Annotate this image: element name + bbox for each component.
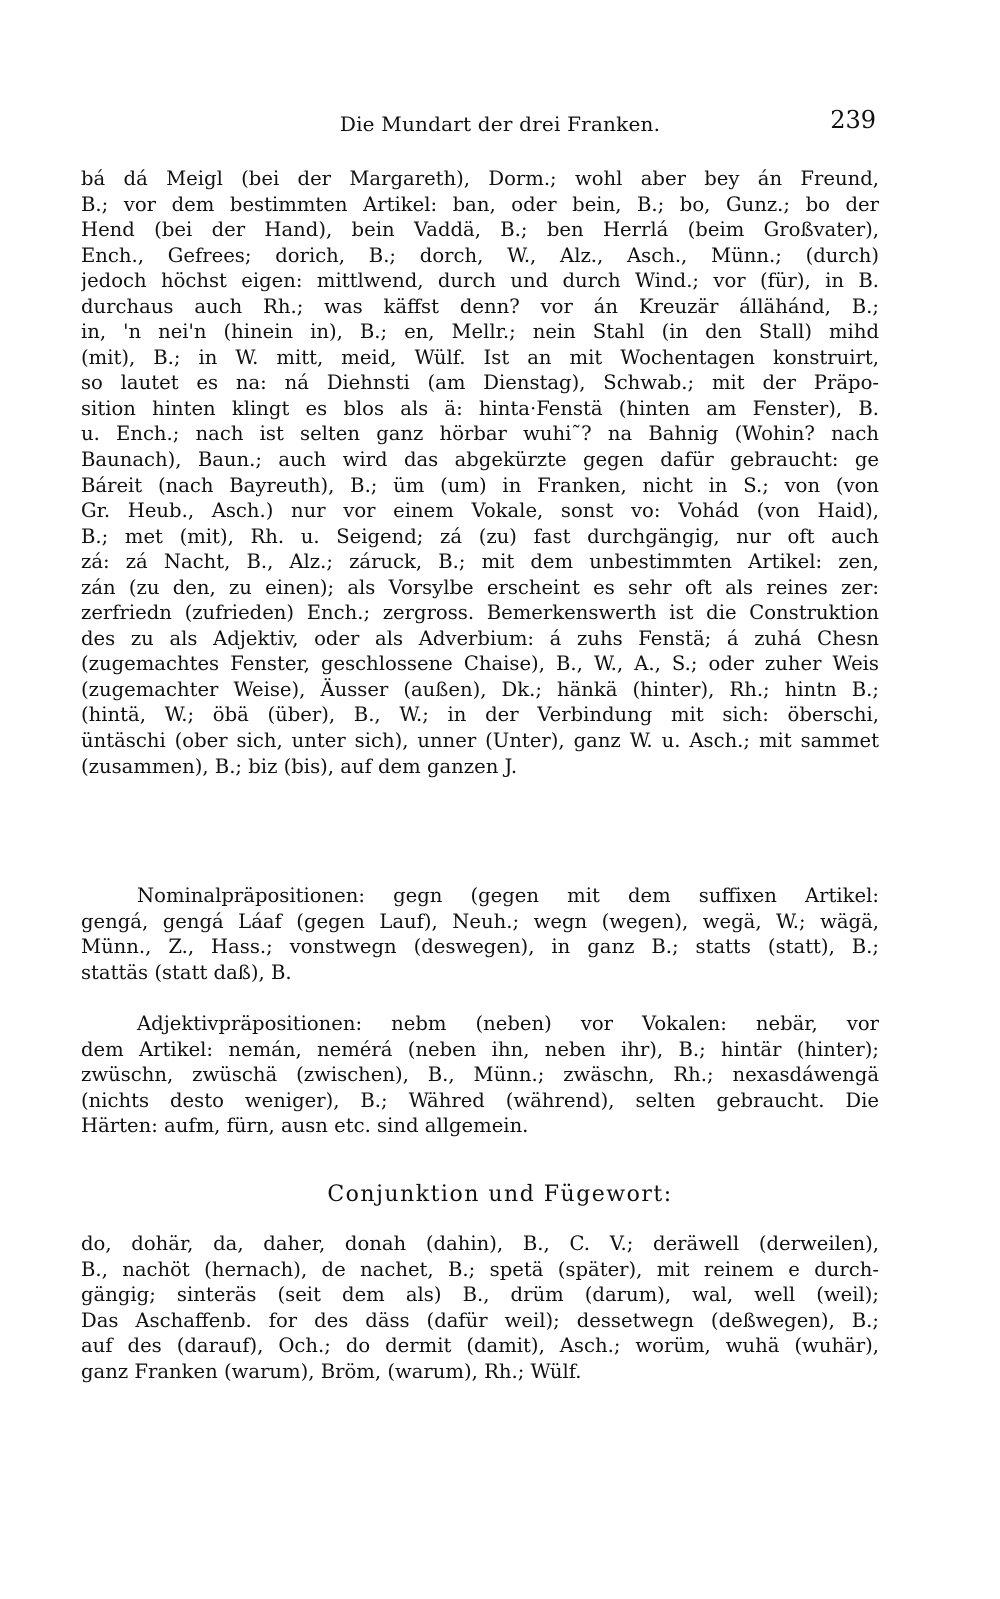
page-number: 239 [830,106,876,134]
text-line: auf des (darauf), Och.; do dermit (damit), Asch.; worüm, wuhä (wuhär), [81,1334,879,1358]
paragraph-conjunctions [81,1231,879,1384]
text-line: (zugemachtes Fenster, geschlossene Chaise), B., W., A., S.; oder zuher Weis [81,652,879,676]
text-line: üntäschi (ober sich, unter sich), unner (Unter), ganz W. u. Asch.; mit sammet [81,729,879,753]
paragraph-nominal-prepositions [81,883,879,985]
text-line: durchaus auch Rh.; was käffst denn? vor án Kreuzär állähánd, B.; [81,294,879,318]
text-line: Das Aschaffenb. for des däss (dafür weil); dessetwegn (deßwegen), B.; [81,1308,879,1332]
text-line: Báreit (nach Bayreuth), B.; üm (um) in Franken, nicht in S.; von (von [81,473,879,497]
text-line: do, dohär, da, daher, donah (dahin), B., C. V.; deräwell (derweilen), [81,1232,879,1255]
text-line: zwüschn, zwüschä (zwischen), B., Münn.; zwäschn, Rh.; nexasdáwengä [81,1063,879,1087]
text-line: (zugemachter Weise), Äusser (außen), Dk.; hänkä (hinter), Rh.; hintn B.; [81,677,879,701]
text-line: (mit), B.; in W. mitt, meid, Wülf. Ist an mit Wochentagen konstruirt, [81,345,879,369]
section-heading: Conjunktion und Fügewort: [327,1182,673,1207]
text-line: gängig; sinteräs (seit dem als) B., drüm (darum), wal, well (weil); [81,1283,879,1307]
text-line: dem Artikel: nemán, nemérá (neben ihn, neben ihr), B.; hintär (hinter); [81,1037,879,1061]
text-line: gengá, gengá Láaf (gegen Lauf), Neuh.; wegn (wegen), wegä, W.; wägä, [81,909,879,933]
text-line: sition hinten klingt es blos als ä: hinta·Fenstä (hinten am Fenster), B. [81,396,879,420]
text-line: (hintä, W.; öbä (über), B., W.; in der Verbindung mit sich: öberschi, [81,703,879,727]
text-line: so lautet es na: ná Diehnsti (am Dienstag), Schwab.; mit der Präpo- [81,371,879,395]
text-line: zá: zá Nacht, B., Alz.; záruck, B.; mit dem unbestimmten Artikel: zen, [81,550,879,574]
text-line: Hend (bei der Hand), bein Vaddä, B.; ben Herrlá (beim Großvater), [81,218,879,242]
paragraph-prepositions [81,166,879,779]
text-line: B.; met (mit), Rh. u. Seigend; zá (zu) fast durchgängig, nur oft auch [81,524,879,548]
text-line: jedoch höchst eigen: mittlwend, durch und durch Wind.; vor (für), in B. [81,269,879,293]
text-line: Baunach), Baun.; auch wird das abgekürzte gegen dafür gebraucht: ge [81,448,879,472]
text-line: Härten: aufm, fürn, ausn etc. sind allgemein. [81,1114,529,1138]
text-line: Gr. Heub., Asch.) nur vor einem Vokale, sonst vo: Vohád (von Haid), [81,499,879,523]
paragraph-adjective-prepositions [81,1011,879,1139]
text-line: Münn., Z., Hass.; vonstwegn (deswegen), in ganz B.; statts (statt), B.; [81,935,879,959]
text-line: stattäs (statt daß), B. [81,960,292,984]
text-line: in, 'n nei'n (hinein in), B.; en, Mellr.; nein Stahl (in den Stall) mihd [81,320,879,344]
text-line: zerfriedn (zufrieden) Ench.; zergross. Bemerkenswerth ist die Construktion [81,601,879,625]
text-line: B., nachöt (hernach), de nachet, B.; spetä (später), mit reinem e durch- [81,1257,879,1281]
text-line: B.; vor dem bestimmten Artikel: ban, oder bein, B.; bo, Gunz.; bo der [81,192,879,216]
text-line: bá dá Meigl (bei der Margareth), Dorm.; wohl aber bey án Freund, [81,167,879,190]
text-line: Ench., Gefrees; dorich, B.; dorch, W., Alz., Asch., Münn.; (durch) [81,243,879,267]
text-line: (zusammen), B.; biz (bis), auf dem ganzen J. [81,754,518,778]
running-title: Die Mundart der drei Franken. [339,112,661,136]
text-line: Adjektivpräpositionen: nebm (neben) vor Vokalen: nebär, vor [137,1012,879,1035]
text-line: u. Ench.; nach ist selten ganz hörbar wuhi˜? na Bahnig (Wohin? nach [81,422,879,446]
text-line: (nichts desto weniger), B.; Währed (während), selten gebraucht. Die [81,1088,879,1112]
text-line: des zu als Adjektiv, oder als Adverbium: á zuhs Fenstä; á zuhá Chesn [81,626,879,650]
text-line: zán (zu den, zu einen); als Vorsylbe erscheint es sehr oft als reines zer: [81,575,879,599]
text-line: ganz Franken (warum), Bröm, (warum), Rh.; Wülf. [81,1359,582,1383]
text-line: Nominalpräpositionen: gegn (gegen mit dem suffixen Artikel: [137,884,879,907]
